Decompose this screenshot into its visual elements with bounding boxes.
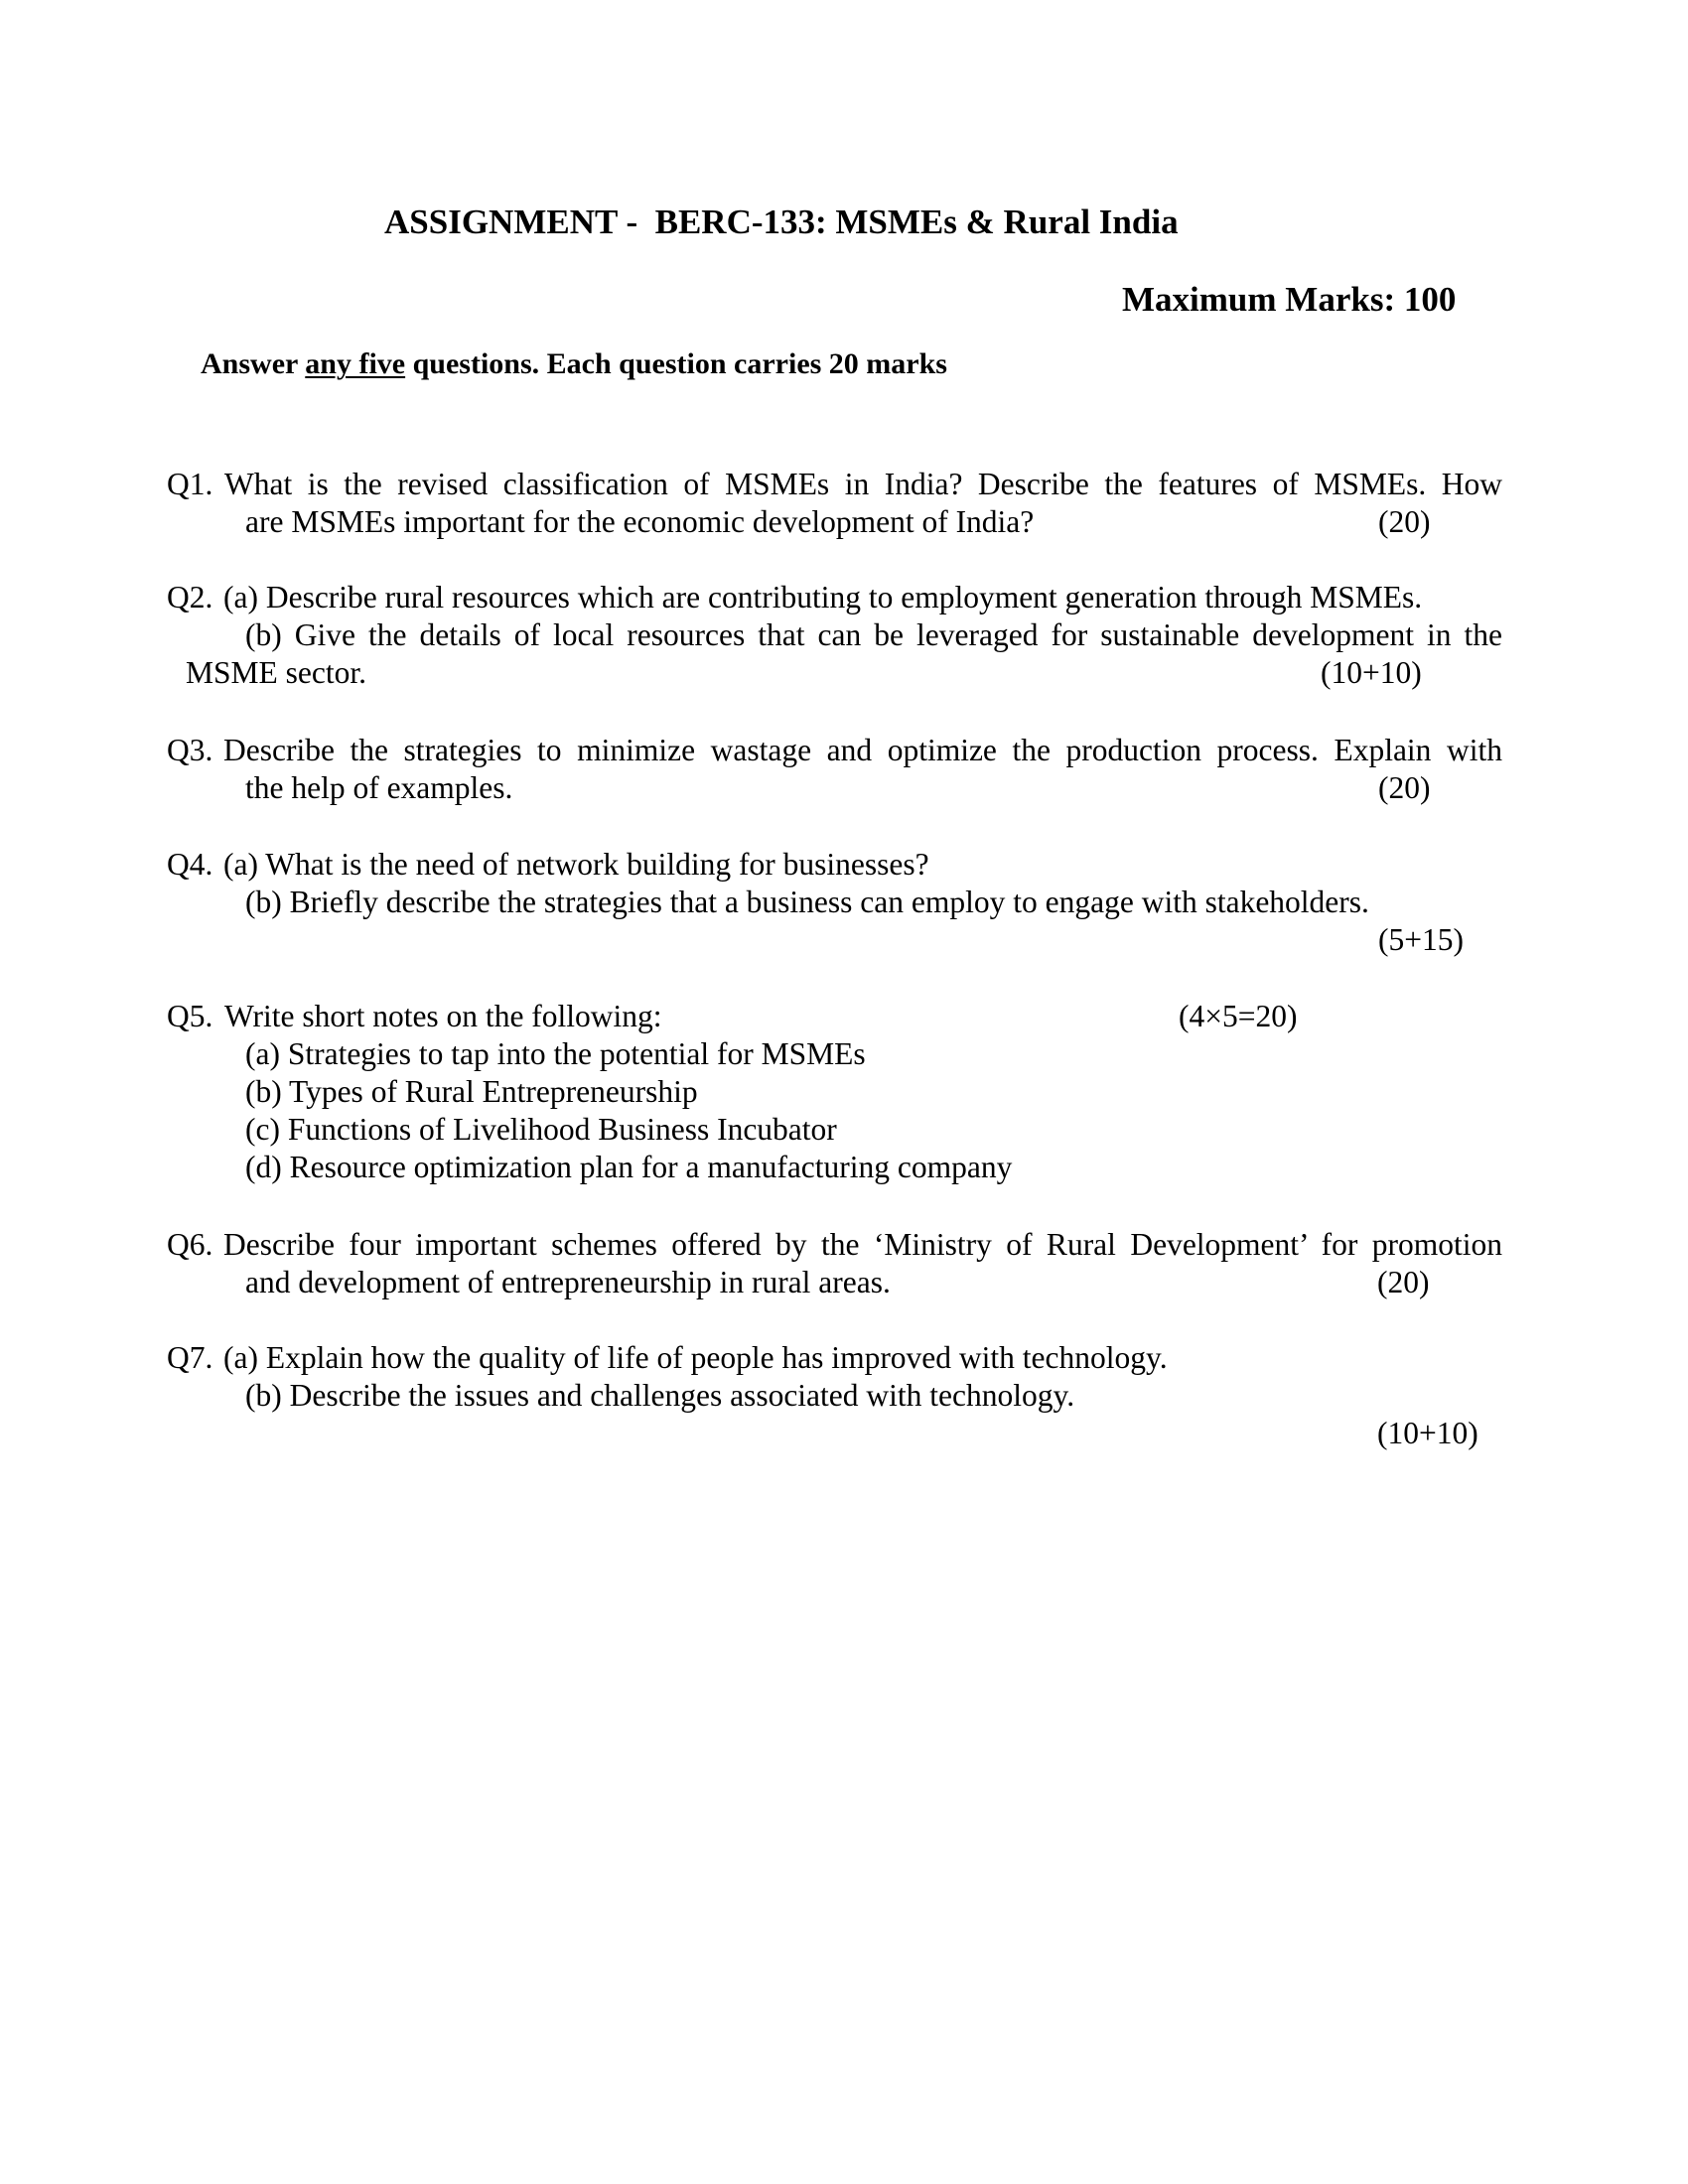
question-number: Q5. — [167, 999, 213, 1033]
question-number: Q2. — [167, 580, 213, 614]
question-line: and development of entrepreneurship in rural areas. — [245, 1265, 891, 1299]
question-marks: (4×5=20) — [1179, 999, 1298, 1033]
question-line: the help of examples. — [245, 770, 513, 805]
question-line: Describe the strategies to minimize wastage and optimize the production process. Explain with — [223, 733, 1502, 767]
question-number: Q3. — [167, 733, 213, 767]
instruction-suffix: questions. Each question carries 20 marks — [405, 347, 947, 380]
question-line: What is the revised classification of MSMEs in India? Describe the features of MSMEs. How — [224, 467, 1502, 501]
question-line: (a) Describe rural resources which are contributing to employment generation through MSMEs. — [223, 580, 1423, 614]
question-number: Q7. — [167, 1340, 213, 1375]
sub-item: (c) Functions of Livelihood Business Incubator — [245, 1112, 837, 1147]
question-marks: (5+15) — [1378, 922, 1464, 957]
question-line: (b) Describe the issues and challenges associated with technology. — [245, 1378, 1075, 1413]
question-marks: (10+10) — [1377, 1416, 1478, 1450]
question-marks: (20) — [1378, 770, 1431, 805]
sub-item: (d) Resource optimization plan for a manufacturing company — [245, 1150, 1013, 1184]
instructions — [201, 349, 947, 379]
question-line: are MSMEs important for the economic development of India? — [245, 504, 1035, 539]
question-number: Q6. — [167, 1227, 213, 1262]
question-line: (a) Explain how the quality of life of people has improved with technology. — [223, 1340, 1168, 1375]
question-line: (b) Give the details of local resources that can be leveraged for sustainable development in the — [245, 617, 1502, 652]
page-title: ASSIGNMENT - BERC-133: MSMEs & Rural India — [384, 203, 1179, 241]
question-line: (a) What is the need of network building for businesses? — [223, 847, 929, 882]
instruction-emphasis: any five — [305, 347, 406, 380]
question-line: MSME sector. — [186, 655, 367, 690]
question-line: Write short notes on the following: — [224, 999, 662, 1033]
question-number: Q1. — [167, 467, 213, 501]
question-marks: (20) — [1378, 504, 1431, 539]
question-number: Q4. — [167, 847, 213, 882]
question-marks: (10+10) — [1321, 655, 1422, 690]
instruction-prefix: Answer — [201, 347, 306, 380]
maximum-marks: Maximum Marks: 100 — [1122, 280, 1457, 319]
sub-item: (a) Strategies to tap into the potential for MSMEs — [245, 1036, 866, 1071]
question-line: (b) Briefly describe the strategies that a business can employ to engage with stakeholders. — [245, 885, 1369, 919]
question-line: Describe four important schemes offered by the ‘Ministry of Rural Development’ for promotion — [223, 1227, 1502, 1262]
question-marks: (20) — [1377, 1265, 1430, 1299]
sub-item: (b) Types of Rural Entrepreneurship — [245, 1074, 698, 1109]
